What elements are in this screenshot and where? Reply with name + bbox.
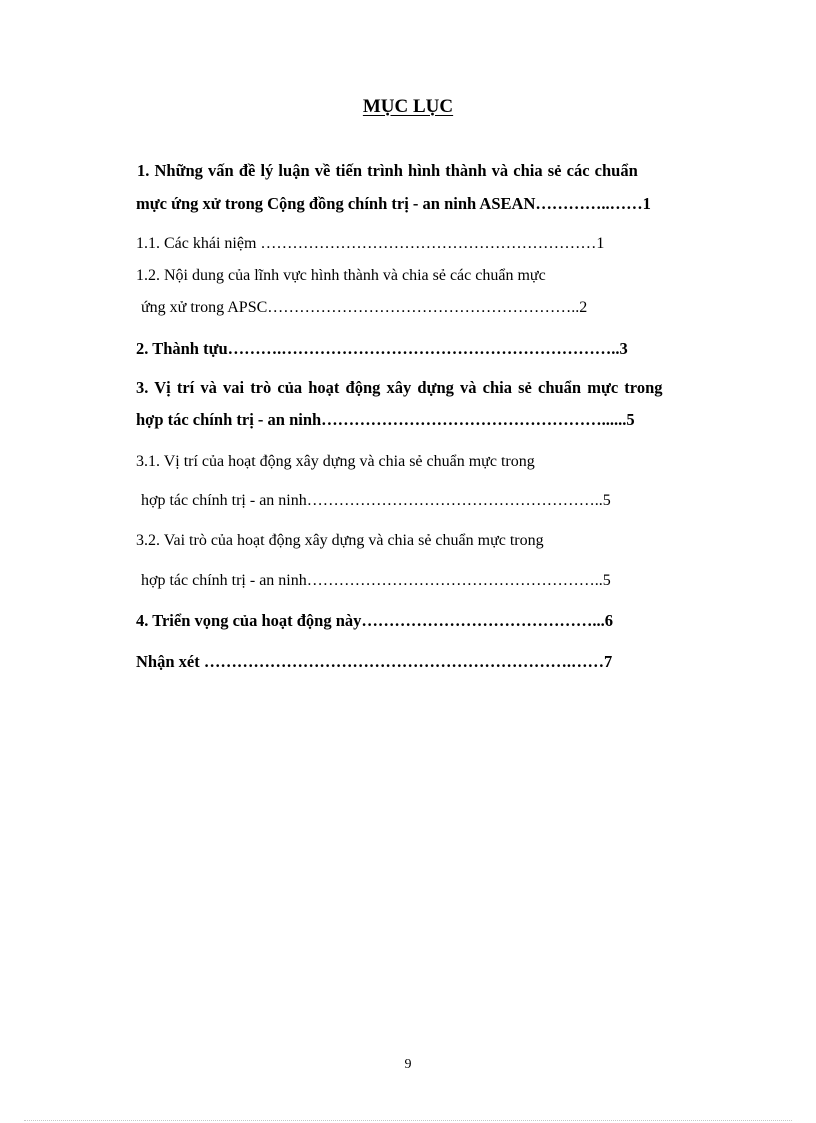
toc-line-1-2: 1.2. Nội dung của lĩnh vực hình thành và chia sẻ các chuẩn mực (136, 267, 546, 284)
toc-line-3-1: 3.1. Vị trí của hoạt động xây dựng và chia sẻ chuẩn mực trong (136, 453, 535, 470)
toc-line-1-2-cont: ứng xử trong APSC…………………………………………………..2 (141, 299, 588, 316)
page-title: MỤC LỤC (362, 96, 454, 117)
page-bottom-rule (24, 1120, 792, 1121)
toc-line-3: 3. Vị trí và vai trò của hoạt động xây dựng và chia sẻ chuẩn mực trong (136, 378, 663, 397)
toc-line-remarks: Nhận xét ………………………………………………………….……7 (136, 652, 613, 671)
toc-line-3-cont: hợp tác chính trị - an ninh……………………………………………......5 (136, 410, 635, 429)
toc-line-3-2: 3.2. Vai trò của hoạt động xây dựng và chia sẻ chuẩn mực trong (136, 532, 544, 549)
toc-line-4: 4. Triển vọng của hoạt động này……………………………………...6 (136, 611, 614, 630)
toc-line-2: 2. Thành tựu……….……………………………………………………..3 (136, 339, 628, 358)
toc-line-1: 1. Những vấn đề lý luận về tiến trình hình thành và chia sẻ các chuẩn (137, 161, 638, 180)
toc-line-1-cont: mực ứng xử trong Cộng đồng chính trị - an ninh ASEAN…………..……1 (136, 194, 651, 213)
page-number: 9 (404, 1057, 412, 1072)
toc-line-1-1: 1.1. Các khái niệm ………………………………………………………1 (136, 235, 605, 252)
toc-line-3-1-cont: hợp tác chính trị - an ninh………………………………………………..5 (141, 492, 611, 509)
toc-line-3-2-cont: hợp tác chính trị - an ninh………………………………………………..5 (141, 572, 611, 589)
